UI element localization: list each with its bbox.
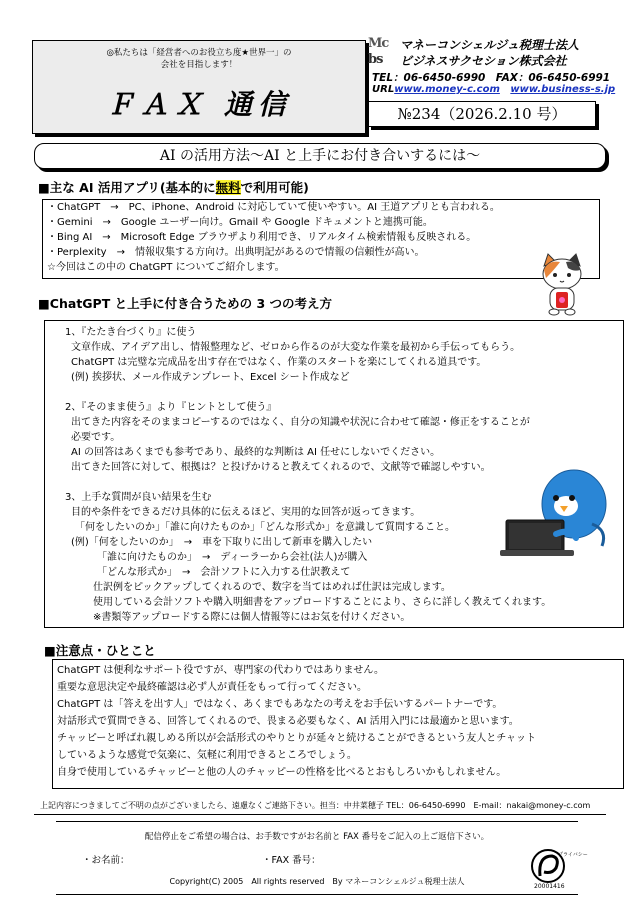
company-name-2: ビジネスサクセション株式会社 xyxy=(400,54,567,68)
tip3-note: ※書類等アップロードする際には個人情報等にはお気を付けください。 xyxy=(93,612,411,623)
tip1-line2: ChatGPT は完璧な完成品を出す存在ではなく、作業のスタートを楽にしてくれる道具です。 xyxy=(71,357,487,368)
fax-field-label: ・FAX 番号： xyxy=(262,855,321,866)
tip1-title: 1、『たたき台づくり』に使う xyxy=(65,327,197,338)
contact-note: 上記内容につきましてご不明の点がございましたら、遠慮なくご連絡下さい。担当：中井菜穂子 TEL：06-6450-6990 E-mail：nakai@money-c.com xyxy=(40,801,591,810)
section1-heading-pre: ■主な AI 活用アプリ(基本的に xyxy=(38,180,216,195)
fax-title: ＦＡＸ 通信 xyxy=(106,88,292,121)
section1-heading xyxy=(38,178,309,196)
note-line3: ChatGPT は「答えを出す人」ではなく、あくまでもあなたの考えをお手伝いするパートナーです。 xyxy=(57,699,503,710)
app-line-chatgpt: ・ChatGPT → PC、iPhone、Android に対応していて使いやすい。AI 王道アプリとも言われる。 xyxy=(47,202,500,213)
tip2-line3: AI の回答はあくまでも参考であり、最終的な判断は AI 任せにしないでください。 xyxy=(71,447,441,458)
section3-box xyxy=(52,659,624,789)
name-field-label: ・お名前： xyxy=(82,855,130,866)
privacy-mark-number: 20001416 xyxy=(534,883,565,890)
section2-heading: ■ChatGPT と上手に付き合うための 3 つの考え方 xyxy=(38,296,332,311)
tip2-line1: 出てきた内容をそのままコピーするのではなく、自分の知識や状況に合わせて確認・修正をすることが xyxy=(71,417,530,428)
tip3-line1: 目的や条件をできるだけ具体的に伝えるほど、実用的な回答が返ってきます。 xyxy=(71,507,421,518)
tip3-line4: 使用している会計ソフトや購入明細書をアップロードすることにより、さらに詳しく教えてくれます。 xyxy=(93,597,552,608)
penguin-laptop-illustration xyxy=(496,464,616,560)
tip3-line3: 仕訳例をピックアップしてくれるので、数字を当てはめれば仕訳は完成します。 xyxy=(93,582,451,593)
tip3-example2: 「誰に向けたものか」 → ディーラーから会社(法人)が購入 xyxy=(97,552,368,563)
note-line6: しているような感覚で気楽に、気軽に利用できるところでしょう。 xyxy=(57,750,357,761)
logo-business-succession: bs xyxy=(368,52,383,67)
url-link-1[interactable]: www.money-c.com xyxy=(394,84,500,95)
tip2-line4: 出てきた回答に対して、根拠は？と投げかけると教えてくれるので、文献等で確認しやすい。 xyxy=(71,462,491,473)
app-line-bing: ・Bing AI → Microsoft Edge ブラウザより利用でき、リアルタイム検索情報も反映される。 xyxy=(47,232,477,243)
section1-heading-post: で利用可能) xyxy=(240,180,309,195)
tip2-title: 2、『そのまま使う』より『ヒントとして使う』 xyxy=(65,402,277,413)
app-line-perplexity: ・Perplexity → 情報収集する方向け。出典明記があるので情報の信頼性が高い。 xyxy=(47,247,425,258)
footer-divider xyxy=(34,814,606,815)
note-line4: 対話形式で質問できる、回答してくれるので、畏まる必要もなく、AI 活用入門には最適かと思います。 xyxy=(57,716,519,727)
company-name-1: マネーコンシェルジュ税理士法人 xyxy=(400,38,579,52)
url-label: URL xyxy=(372,84,395,95)
tip1-line1: 文章作成、アイデア出し、情報整理など、ゼロから作るのが大変な作業を最初から手伝ってもらう。 xyxy=(71,342,521,353)
main-title: AI の活用方法～AI と上手にお付き合いするには～ xyxy=(34,143,606,169)
tip3-example3: 「どんな形式か」 → 会計ソフトに入力する仕訳教えて xyxy=(97,567,351,578)
app-line-gemini: ・Gemini → Google ユーザー向け。Gmail や Google ドキュメントと連携可能。 xyxy=(47,217,433,228)
section3-heading: ■注意点・ひとこと xyxy=(44,643,156,658)
note-line1: ChatGPT は便利なサポート役ですが、専門家の代わりではありません。 xyxy=(57,665,385,676)
motto xyxy=(33,47,365,71)
cat-illustration xyxy=(538,252,586,318)
app-line-intro: ☆今回はこの中の ChatGPT についてご紹介します。 xyxy=(47,262,285,273)
url-link-2[interactable]: www.business-s.jp xyxy=(510,84,616,95)
tip3-title: 3、上手な質問が良い結果を生む xyxy=(65,492,212,503)
section1-heading-highlight: 無料 xyxy=(215,180,241,195)
unsubscribe-box xyxy=(56,821,578,895)
note-line5: チャッピーと呼ばれ親しめる所以が会話形式のやりとりが延々と続けることができるという友人とチャット xyxy=(57,733,536,744)
header-box xyxy=(32,40,366,134)
logo-money-concierge: Mc xyxy=(368,36,389,51)
stop-notice: 配信停止をご希望の場合は、お手数ですがお名前と FAX 番号をご記入の上ご返信下さい。 xyxy=(144,832,490,842)
note-line2: 重要な意思決定や最終確認は必ず人が責任をもって行ってください。 xyxy=(57,682,367,693)
tip2-line2: 必要です。 xyxy=(71,432,121,443)
tip3-example1: (例)「何をしたいのか」 → 車を下取りに出して新車を購入したい xyxy=(71,537,373,548)
note-line7: 自身で使用しているチャッピーと他の人のチャッピーの性格を比べるとおもしろいかもしれません。 xyxy=(57,767,507,778)
privacy-mark-text: プライバシー xyxy=(558,852,588,858)
tip3-line2: 「何をしたいのか」「誰に向けたものか」「どんな形式か」を意識して質問すること。 xyxy=(75,522,455,533)
motto-line1: ◎私たちは「経営者へのお役立ち度★世界一」の xyxy=(106,48,292,58)
tel-fax: TEL：06-6450-6990 FAX：06-6450-6991 xyxy=(372,72,611,84)
issue-number: №234（2026.2.10 号） xyxy=(368,101,596,127)
url-line xyxy=(372,84,615,95)
section1-box xyxy=(42,199,600,279)
motto-line2: 会社を目指します！ xyxy=(160,60,238,70)
copyright: Copyright(C) 2005 All rights reserved By マネーコンシェルジュ税理士法人 xyxy=(169,877,465,886)
tip1-line3: (例) 挨拶状、メール作成テンプレート、Excel シート作成など xyxy=(71,372,350,383)
privacy-mark-icon xyxy=(528,846,588,890)
